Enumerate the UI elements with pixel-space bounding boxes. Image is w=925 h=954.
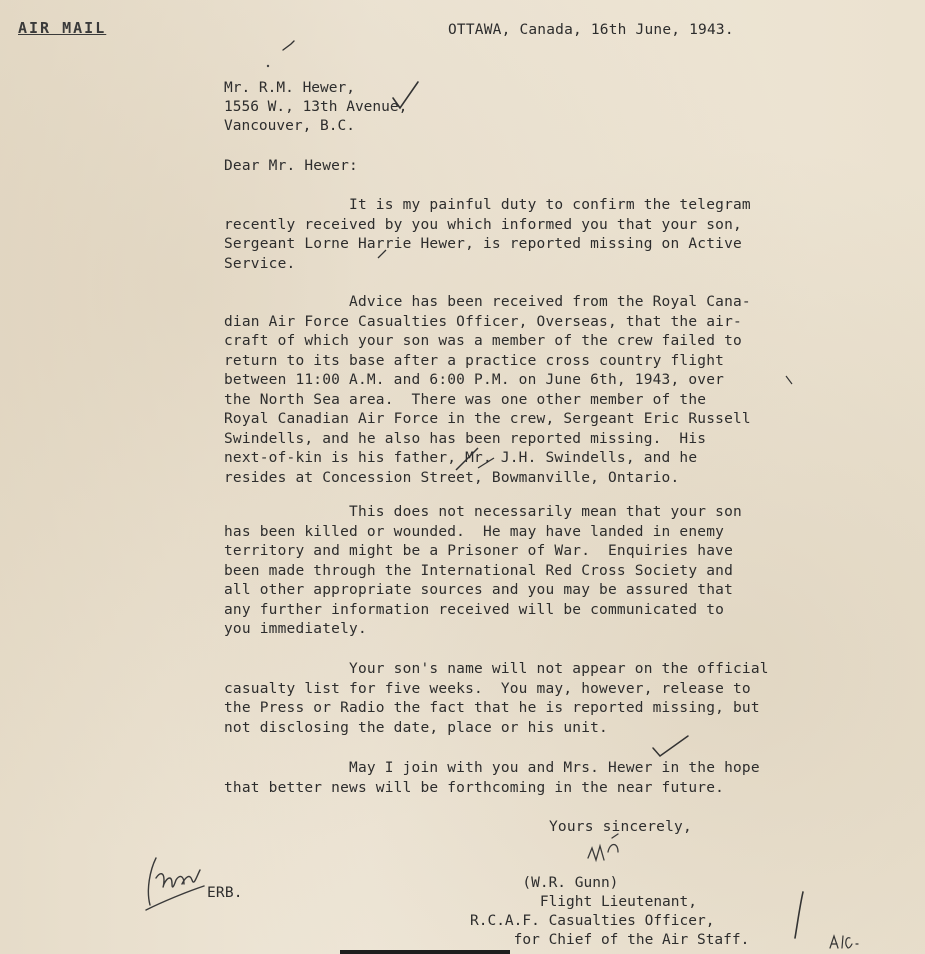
body-line: It is my painful duty to confirm the telegram [224, 197, 751, 213]
reference-initials: ERB. [207, 885, 243, 901]
body-line: Sergeant Lorne Harrie Hewer, is reported missing on Active [224, 236, 742, 252]
signature-line: R.C.A.F. Casualties Officer, [470, 913, 715, 929]
paragraph-5 [224, 759, 824, 798]
body-line: all other appropriate sources and you may be assured that [224, 582, 733, 598]
body-line: any further information received will be communicated to [224, 601, 725, 618]
body-line: the North Sea area. There was one other member of the [224, 391, 707, 408]
closing: Yours sincerely, [549, 819, 692, 835]
body-line: not disclosing the date, place or his unit. [224, 719, 608, 736]
signature-scribble-icon [588, 834, 618, 860]
body-line: you immediately. [224, 621, 367, 637]
body-line: between 11:00 A.M. and 6:00 P.M. on June 6th, 1943, over [224, 372, 725, 388]
paragraph-3 [224, 503, 824, 640]
signature-block [470, 874, 749, 950]
body-line: Swindells, and he also has been reported missing. His [224, 430, 707, 447]
body-line: Your son's name will not appear on the official [224, 661, 769, 677]
body-line: territory and might be a Prisoner of War. Enquiries have [224, 543, 733, 559]
recipient-address [224, 79, 407, 136]
body-line: resides at Concession Street, Bowmanville, Ontario. [224, 469, 680, 486]
body-line: next-of-kin is his father, Mr. J.H. Swindells, and he [224, 450, 698, 466]
body-line: casualty list for five weeks. You may, however, release to [224, 680, 751, 697]
body-line: This does not necessarily mean that your son [224, 504, 742, 520]
body-line: the Press or Radio the fact that he is reported missing, but [224, 700, 760, 716]
body-line: been made through the International Red Cross Society and [224, 562, 733, 579]
ink-dot-icon [267, 65, 269, 67]
dateline: OTTAWA, Canada, 16th June, 1943. [448, 22, 734, 38]
check-mark-icon [653, 736, 688, 756]
paragraph-2 [224, 293, 824, 488]
body-line: that better news will be forthcoming in the near future. [224, 779, 725, 796]
handwritten-initials-icon [146, 858, 204, 910]
paragraph-4 [224, 660, 824, 738]
signature-line: (W.R. Gunn) [470, 875, 619, 891]
paragraph-1 [224, 196, 824, 274]
salutation: Dear Mr. Hewer: [224, 158, 358, 174]
body-line: recently received by you which informed you that your son, [224, 216, 742, 233]
body-line: return to its base after a practice cross country flight [224, 352, 725, 369]
body-line: May I join with you and Mrs. Hewer in the hope [224, 760, 760, 776]
body-line: dian Air Force Casualties Officer, Overseas, that the air- [224, 313, 742, 330]
body-line: has been killed or wounded. He may have landed in enemy [224, 523, 725, 540]
address-line: 1556 W., 13th Avenue, [224, 99, 408, 115]
pen-slash-icon [795, 892, 803, 938]
body-line: Advice has been received from the Royal Cana- [224, 294, 751, 310]
signature-line: Flight Lieutenant, [470, 894, 697, 910]
signature-line: for Chief of the Air Staff. [470, 932, 750, 948]
handwritten-initials-icon [830, 936, 858, 948]
page-edge-shadow [340, 950, 510, 954]
address-line: Vancouver, B.C. [224, 118, 355, 134]
airmail-heading: AIR MAIL [18, 19, 107, 37]
body-line: Service. [224, 255, 296, 272]
body-line: Royal Canadian Air Force in the crew, Sergeant Eric Russell [224, 411, 751, 427]
address-line: Mr. R.M. Hewer, [224, 80, 355, 96]
body-line: craft of which your son was a member of the crew failed to [224, 333, 742, 349]
check-mark-icon [283, 41, 294, 50]
